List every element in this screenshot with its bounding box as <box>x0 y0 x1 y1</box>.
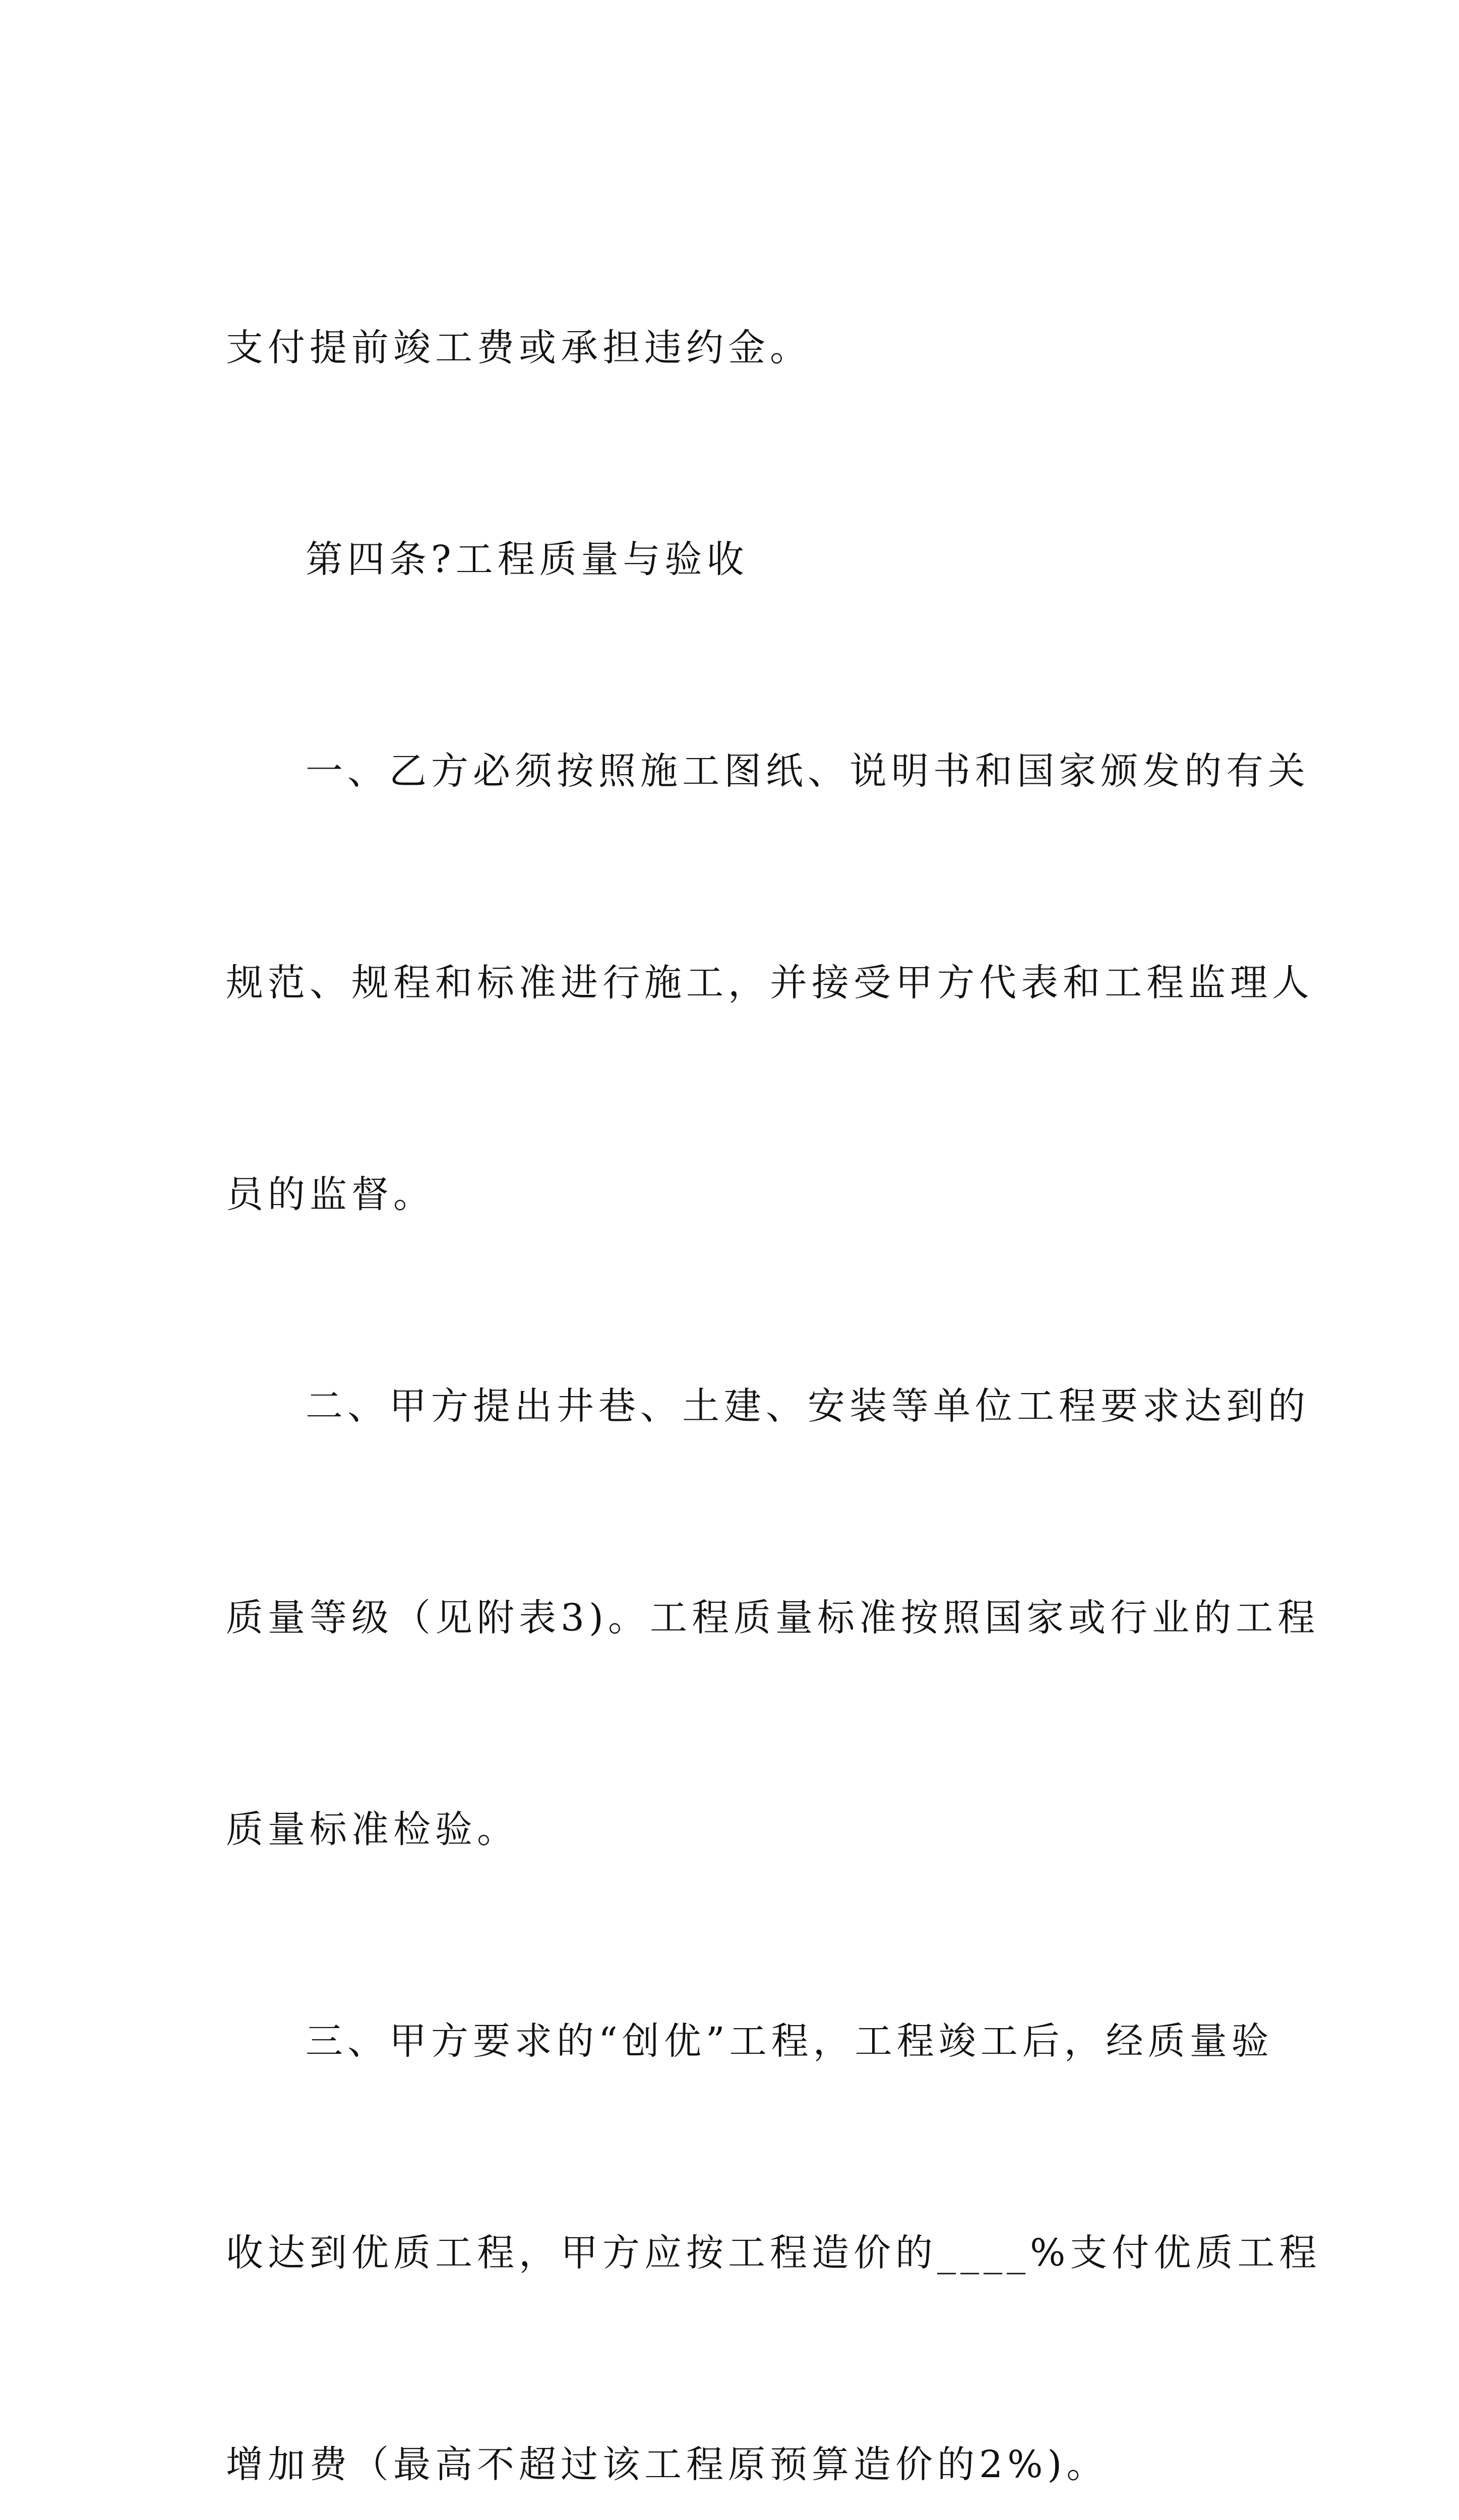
text-line: 质量标准检验。 <box>226 1808 519 1851</box>
text-line: 三、甲方要求的“创优”工程，工程竣工后，经质量验 <box>306 2020 1273 2063</box>
section-heading: 第四条?工程质量与验收 <box>306 538 749 581</box>
text-line: 一、乙方必须按照施工图纸、说明书和国家颁发的有关 <box>306 749 1310 793</box>
text-line: 员的监督。 <box>226 1173 435 1216</box>
text-line: 支付提前竣工费或承担违约金。 <box>226 326 812 369</box>
text-line: 规范、规程和标准进行施工，并接受甲方代表和工程监理人 <box>226 961 1314 1004</box>
text-line: 收达到优质工程，甲方应按工程造价的____%支付优质工程 <box>226 2231 1321 2275</box>
text-line: 增加费（最高不超过该工程原预算造价的2%)。 <box>226 2443 1109 2486</box>
text-line: 质量等级（见附表3)。工程质量标准按照国家或行业的工程 <box>226 1596 1319 1640</box>
text-line: 二、甲方提出井巷、土建、安装等单位工程要求达到的 <box>306 1384 1310 1428</box>
document-body <box>226 171 1321 2520</box>
